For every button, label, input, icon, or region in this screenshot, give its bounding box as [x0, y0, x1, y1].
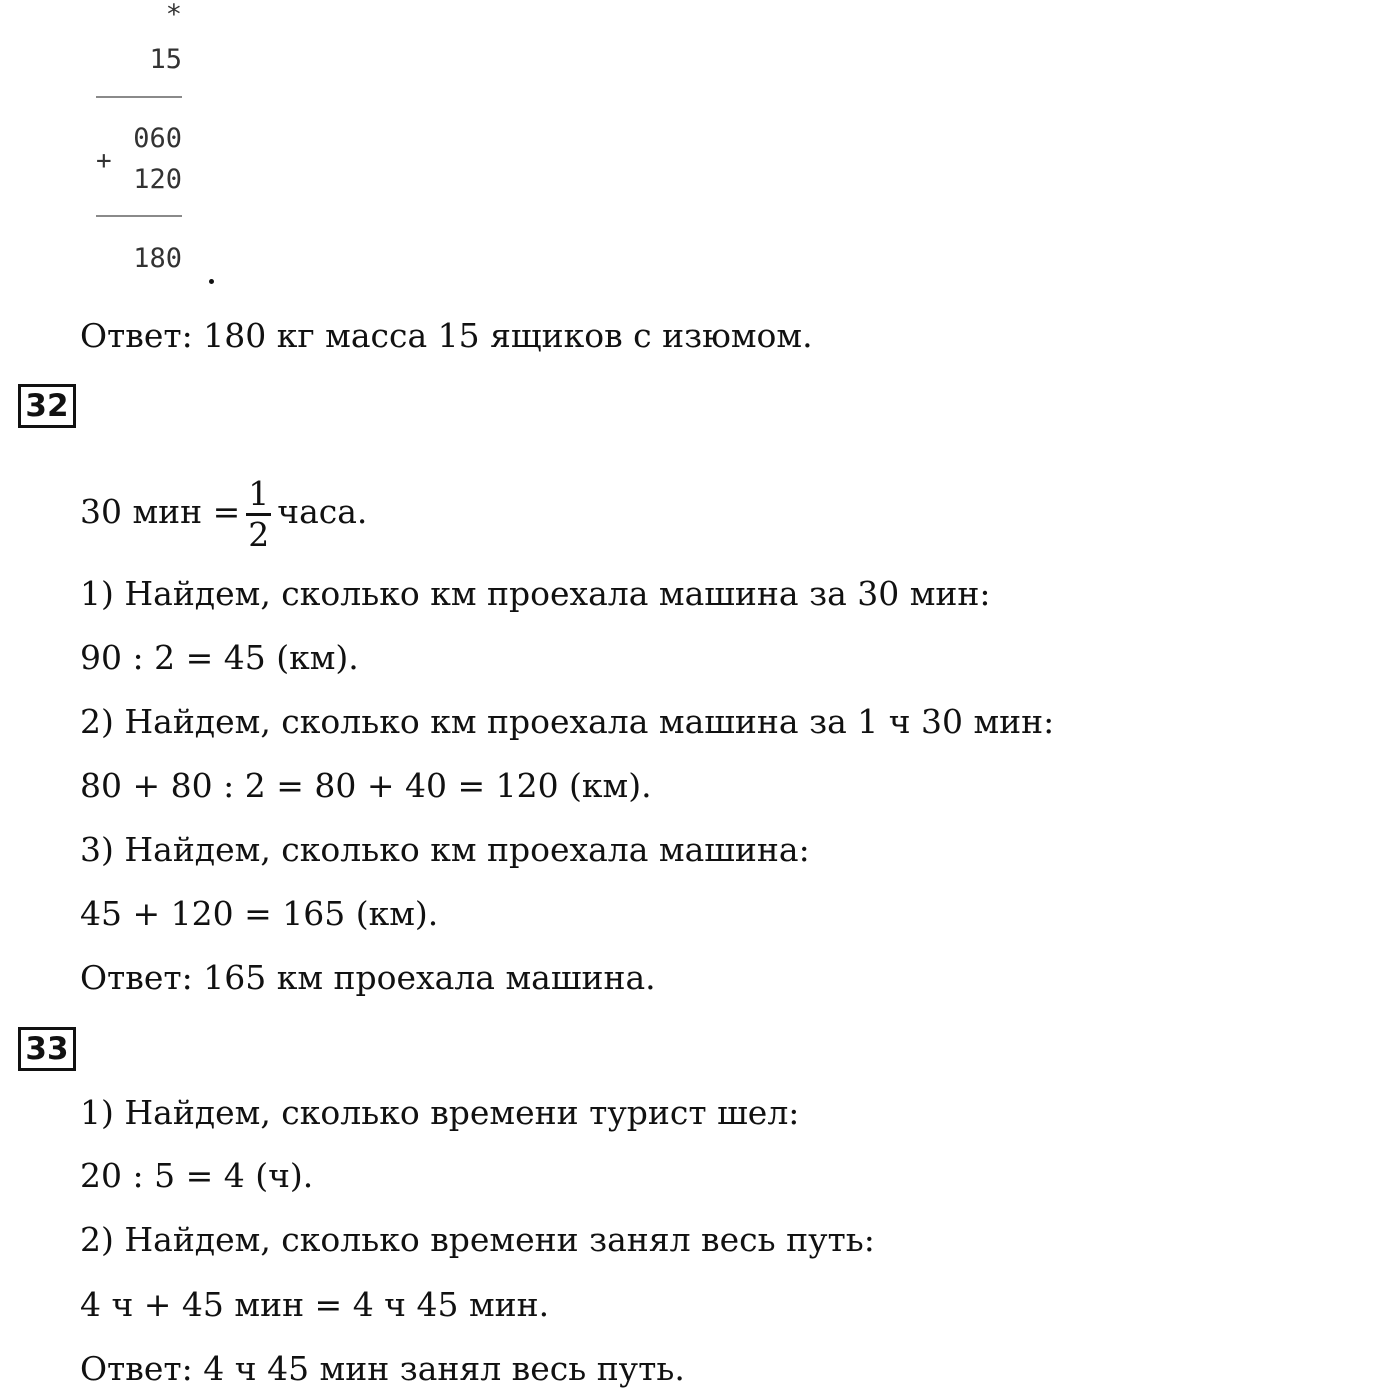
task33-equation-1: 20 : 5 = 4 (ч).	[80, 1156, 314, 1195]
calc-rule-bottom	[96, 215, 182, 217]
task33-answer: Ответ: 4 ч 45 мин занял весь путь.	[80, 1349, 685, 1388]
task32-step-2: 2) Найдем, сколько км проехала машина за 1 ч 30 мин:	[80, 702, 1055, 741]
task33-equation-2: 4 ч + 45 мин = 4 ч 45 мин.	[80, 1285, 550, 1324]
calc-rule-top	[96, 96, 182, 98]
task33-step-2: 2) Найдем, сколько времени занял весь путь:	[80, 1220, 875, 1259]
task32-number: 32	[18, 384, 76, 428]
calc-multiplier: 15	[149, 44, 182, 75]
task32-equation-2: 80 + 80 : 2 = 80 + 40 = 120 (км).	[80, 766, 652, 805]
fraction-numerator: 1	[246, 475, 271, 516]
task31-answer: Ответ: 180 кг масса 15 ящиков с изюмом.	[80, 316, 813, 355]
conversion-lhs: 30 мин =	[80, 492, 241, 531]
conversion-rhs: часа.	[277, 492, 368, 531]
task32-equation-1: 90 : 2 = 45 (км).	[80, 638, 359, 677]
task32-equation-3: 45 + 120 = 165 (км).	[80, 894, 439, 933]
calc-dot	[209, 279, 214, 284]
fraction	[246, 475, 271, 554]
calc-operator: *	[165, 0, 182, 30]
calc-result: 180	[133, 243, 182, 274]
task32-step-3: 3) Найдем, сколько км проехала машина:	[80, 830, 810, 869]
task32-answer: Ответ: 165 км проехала машина.	[80, 958, 656, 997]
calc-plus: +	[96, 146, 112, 176]
task33-step-1: 1) Найдем, сколько времени турист шел:	[80, 1093, 800, 1132]
calc-partial-1: 060	[133, 123, 182, 154]
task33-number: 33	[18, 1027, 76, 1071]
task32-step-1: 1) Найдем, сколько км проехала машина за 30 мин:	[80, 574, 991, 613]
task32-conversion	[80, 466, 367, 558]
fraction-denominator: 2	[248, 514, 270, 554]
calc-partial-2: 120	[133, 164, 182, 195]
